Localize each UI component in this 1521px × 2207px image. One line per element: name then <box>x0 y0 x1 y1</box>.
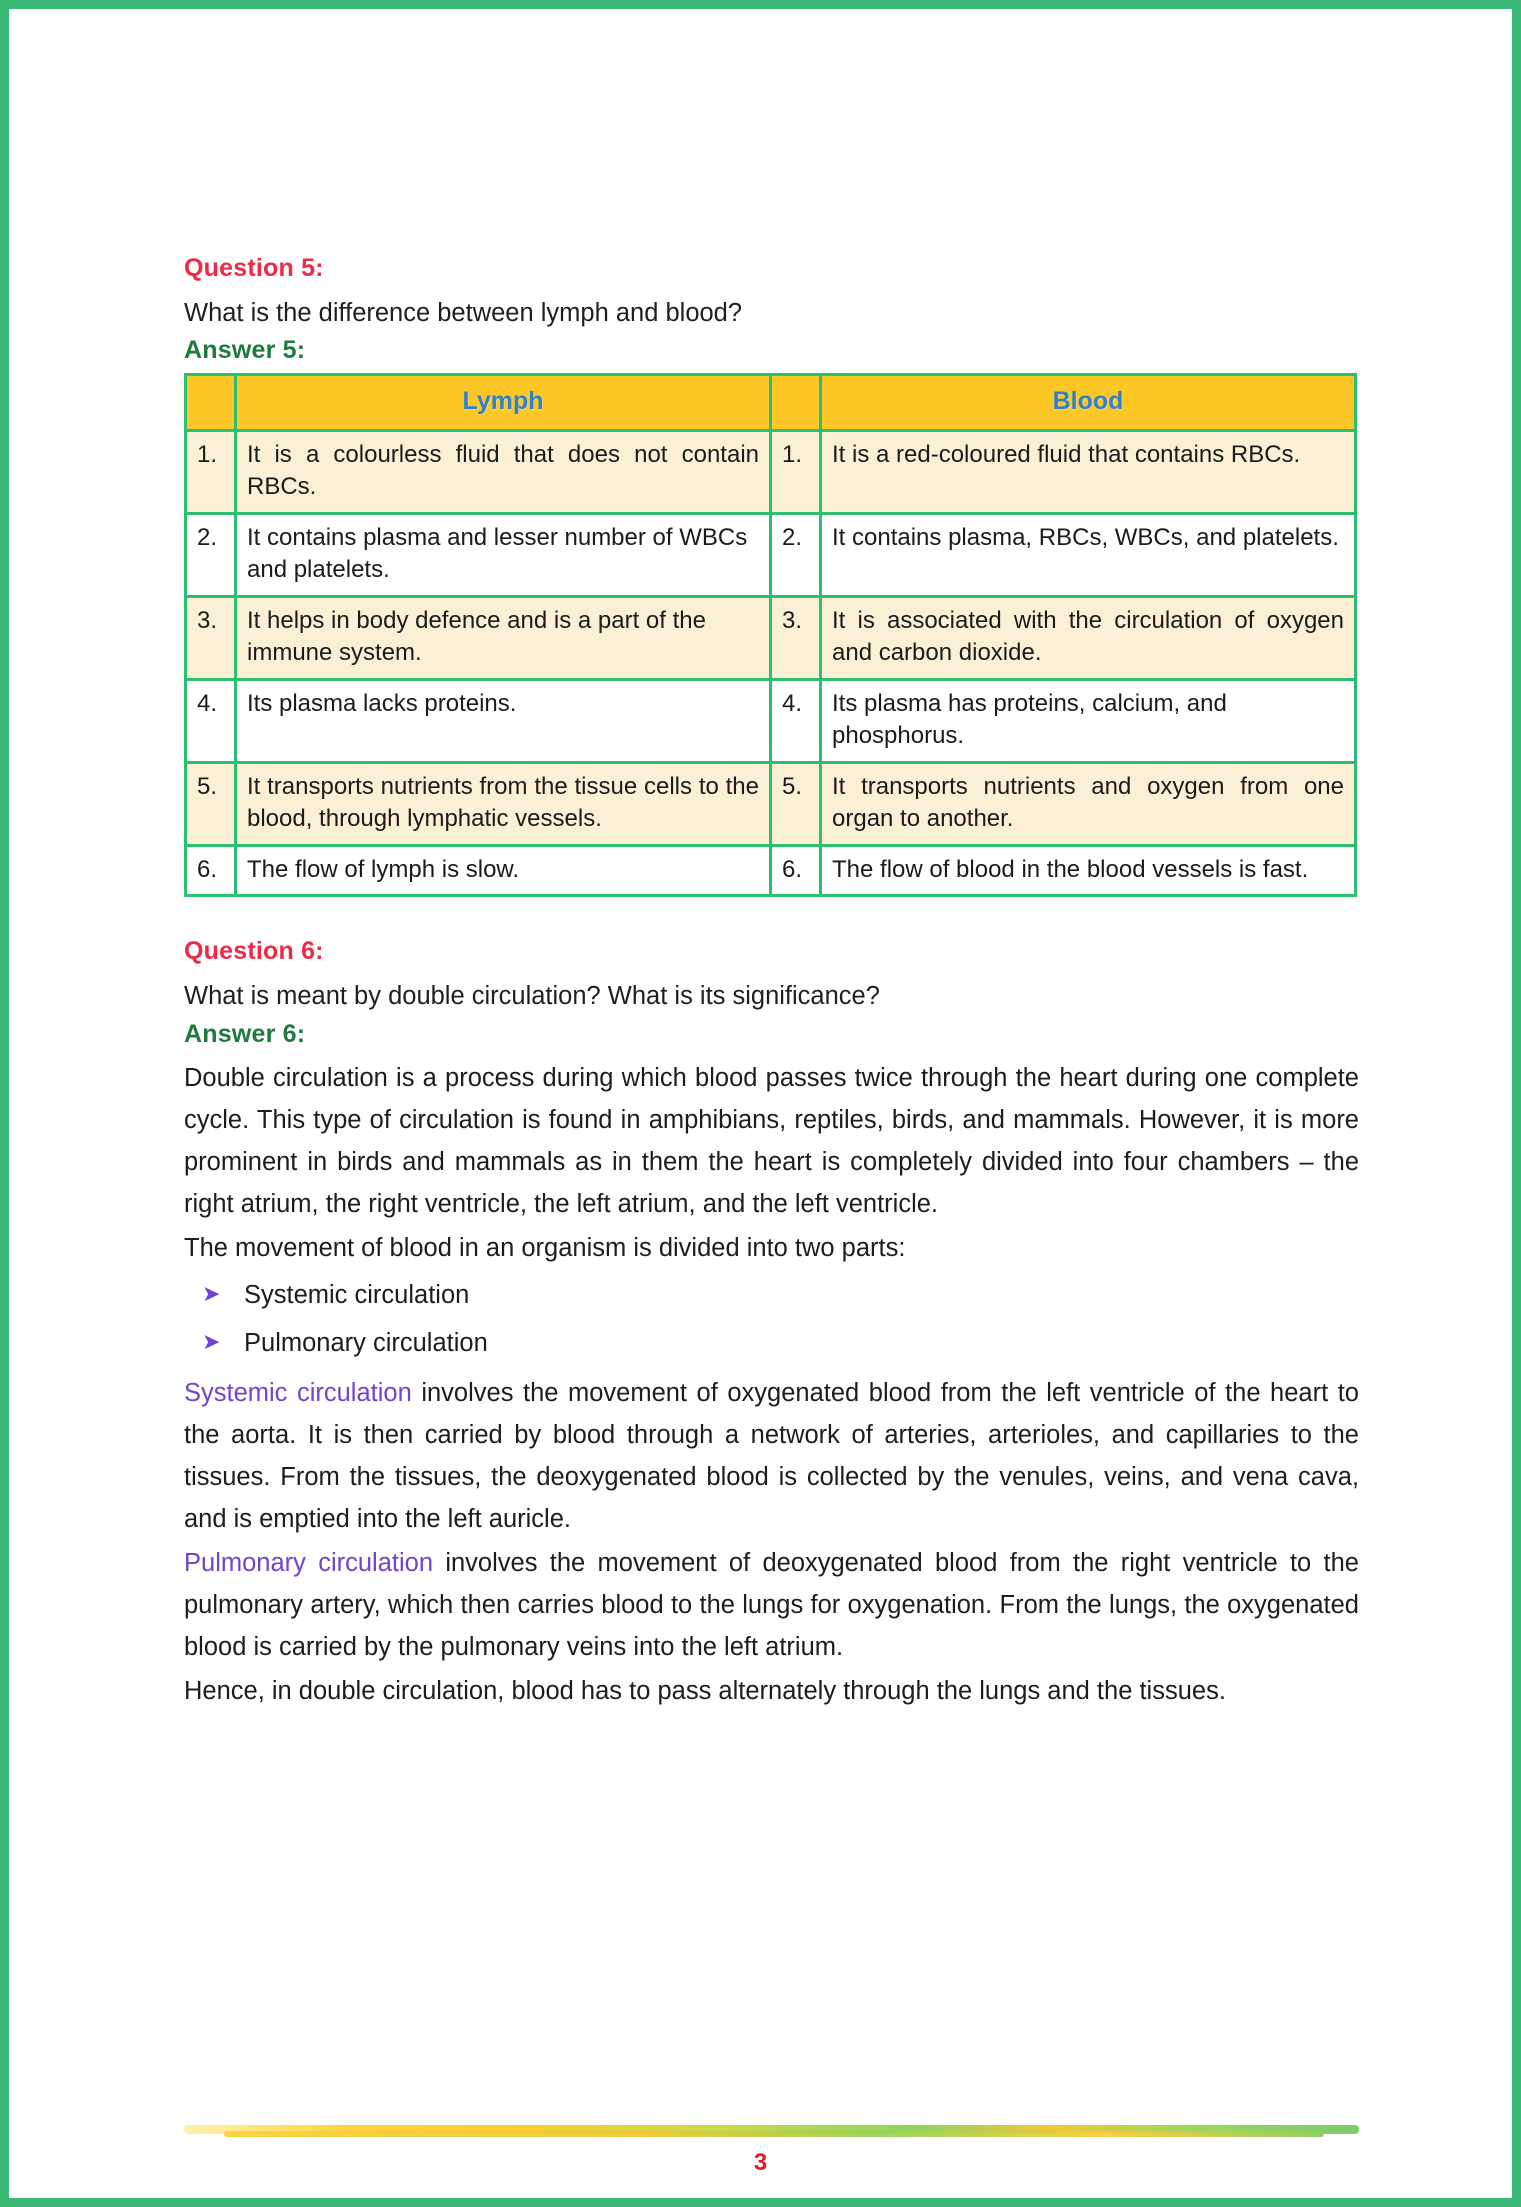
answer-6-paragraph-1: Double circulation is a process during which blood passes twice through the heart during one complete cycle. This type of circulation is found in amphibians, reptiles, birds, and mammals. However, it is more prominent in birds and mammals as in them the heart is completely divided into four chambers – the right atrium, the right ventricle, the left atrium, and the left ventricle. <box>184 1063 1359 1218</box>
answer-6-heading: Answer 6: <box>184 1019 306 1048</box>
header-blank-left <box>186 375 236 431</box>
systemic-circulation-description: involves the movement of oxygenated blood from the left ventricle of the heart to the aorta. It is then carried by blood through a network of arteries, arterioles, and capillaries to the tissues. From the tissues, the deoxygenated blood is collected by the venules, veins, and vena cava, and is emptied into the left auricle. <box>184 1378 1359 1533</box>
list-item-label: Systemic circulation <box>244 1280 470 1309</box>
answer-6-conclusion: Hence, in double circulation, blood has to pass alternately through the lungs and the tissues. <box>184 1676 1226 1705</box>
lymph-cell: It is a colourless fluid that does not contain RBCs. <box>236 431 771 514</box>
row-number-left: 4. <box>186 679 236 762</box>
lymph-cell: It helps in body defence and is a part of the immune system. <box>236 597 771 680</box>
row-number-right: 5. <box>771 762 821 845</box>
answer-5-heading: Answer 5: <box>184 336 306 365</box>
circulation-types-list <box>184 1275 1359 1364</box>
question-5-text: What is the difference between lymph and blood? <box>184 299 743 327</box>
question-5-heading: Question 5: <box>184 254 324 282</box>
table-header-row <box>186 375 1356 431</box>
systemic-circulation-paragraph <box>184 1372 1359 1540</box>
row-number-left: 3. <box>186 597 236 680</box>
blood-cell: It contains plasma, RBCs, WBCs, and platelets. <box>821 514 1356 597</box>
header-blood: Blood <box>821 375 1356 431</box>
list-item-label: Pulmonary circulation <box>244 1328 488 1357</box>
table-row <box>186 845 1356 896</box>
page-content-area <box>9 9 1512 2198</box>
table-row <box>186 514 1356 597</box>
systemic-circulation-term: Systemic circulation <box>184 1378 412 1407</box>
answer-6-paragraph-2: The movement of blood in an organism is divided into two parts: <box>184 1233 906 1262</box>
lymph-cell: The flow of lymph is slow. <box>236 845 771 896</box>
question-6-heading: Question 6: <box>184 937 324 966</box>
row-number-left: 5. <box>186 762 236 845</box>
row-number-left: 6. <box>186 845 236 896</box>
list-item <box>202 1323 1359 1364</box>
blood-cell: It transports nutrients and oxygen from one organ to another. <box>821 762 1356 845</box>
row-number-right: 6. <box>771 845 821 896</box>
table-row <box>186 679 1356 762</box>
blood-cell: It is associated with the circulation of oxygen and carbon dioxide. <box>821 597 1356 680</box>
lymph-blood-comparison-table <box>184 373 1357 897</box>
row-number-right: 1. <box>771 431 821 514</box>
pulmonary-circulation-description: involves the movement of deoxygenated blood from the right ventricle to the pulmonary artery, which then carries blood to the lungs for oxygenation. From the lungs, the oxygenated blood is carried by the pulmonary veins into the left atrium. <box>184 1548 1359 1661</box>
table-row <box>186 762 1356 845</box>
lymph-cell: Its plasma lacks proteins. <box>236 679 771 762</box>
table-row <box>186 597 1356 680</box>
blood-cell: Its plasma has proteins, calcium, and phosphorus. <box>821 679 1356 762</box>
document-body <box>184 254 1359 1714</box>
row-number-right: 3. <box>771 597 821 680</box>
header-blank-right <box>771 375 821 431</box>
lymph-cell: It transports nutrients from the tissue cells to the blood, through lymphatic vessels. <box>236 762 771 845</box>
row-number-right: 4. <box>771 679 821 762</box>
lymph-cell: It contains plasma and lesser number of WBCs and platelets. <box>236 514 771 597</box>
footer-decorative-bar-overlay <box>224 2131 1324 2137</box>
pulmonary-circulation-term: Pulmonary circulation <box>184 1548 433 1577</box>
list-item <box>202 1275 1359 1316</box>
row-number-left: 2. <box>186 514 236 597</box>
table-row <box>186 431 1356 514</box>
row-number-right: 2. <box>771 514 821 597</box>
pulmonary-circulation-paragraph <box>184 1542 1359 1668</box>
blood-cell: It is a red-coloured fluid that contains RBCs. <box>821 431 1356 514</box>
blood-cell: The flow of blood in the blood vessels is fast. <box>821 845 1356 896</box>
question-6-text: What is meant by double circulation? What is its significance? <box>184 982 880 1011</box>
arrow-bullet-icon: ➤ <box>202 1280 221 1306</box>
page-number: 3 <box>753 2149 768 2176</box>
arrow-bullet-icon: ➤ <box>202 1328 221 1354</box>
row-number-left: 1. <box>186 431 236 514</box>
header-lymph: Lymph <box>236 375 771 431</box>
